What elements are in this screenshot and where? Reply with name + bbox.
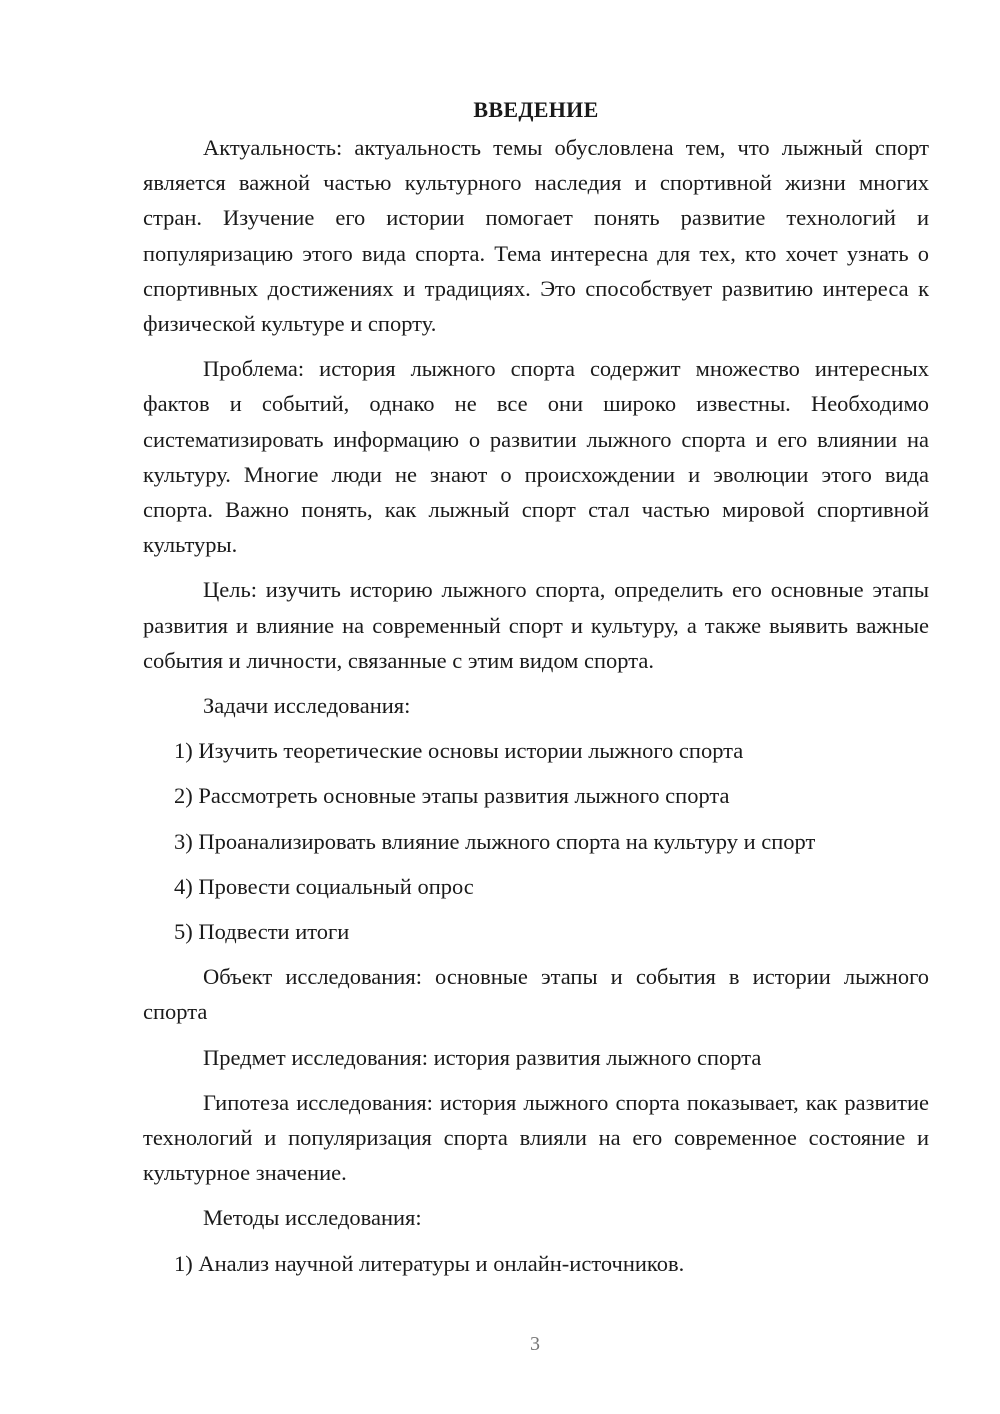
object-paragraph: Объект исследования: основные этапы и события в истории лыжного спорта: [143, 964, 929, 1025]
task-item: 4) Провести социальный опрос: [174, 873, 474, 899]
tasks-heading: Задачи исследования:: [203, 693, 411, 719]
task-item: 2) Рассмотреть основные этапы развития лыжного спорта: [174, 783, 730, 809]
document-page: [143, 92, 929, 1291]
task-item: 5) Подвести итоги: [174, 919, 350, 945]
section-heading: ВВЕДЕНИЕ: [473, 97, 599, 122]
problem-paragraph: Проблема: история лыжного спорта содержит множество интересных фактов и событий, однако не все они широко известны. Необходимо систематизировать информацию о развитии лыжного спорта и его влиянии на культуру. Многие люди не знают о происхождении и эволюции этого вида спорта. Важно понять, как лыжный спорт стал частью мировой спортивной культуры.: [143, 356, 929, 558]
task-item: 3) Проанализировать влияние лыжного спорта на культуру и спорт: [174, 828, 816, 854]
methods-heading: Методы исследования:: [203, 1205, 422, 1231]
subject-paragraph: Предмет исследования: история развития лыжного спорта: [203, 1044, 762, 1070]
page-number: 3: [530, 1333, 540, 1355]
task-item: 1) Изучить теоретические основы истории лыжного спорта: [174, 738, 744, 764]
method-item: 1) Анализ научной литературы и онлайн-источников.: [174, 1250, 685, 1276]
hypothesis-paragraph: Гипотеза исследования: история лыжного спорта показывает, как развитие технологий и популяризация спорта влияли на его современное состояние и культурное значение.: [143, 1089, 929, 1186]
goal-paragraph: Цель: изучить историю лыжного спорта, определить его основные этапы развития и влияние на современный спорт и культуру, а также выявить важные события и личности, связанные с этим видом спорта.: [143, 577, 929, 673]
relevance-paragraph: Актуальность: актуальность темы обусловлена тем, что лыжный спорт является важной частью культурного наследия и спортивной жизни многих стран. Изучение его истории помогает понять развитие технологий и популяризацию этого вида спорта. Тема интересна для тех, кто хочет узнать о спортивных достижениях и традициях. Это способствует развитию интереса к физической культуре и спорту.: [143, 135, 929, 337]
